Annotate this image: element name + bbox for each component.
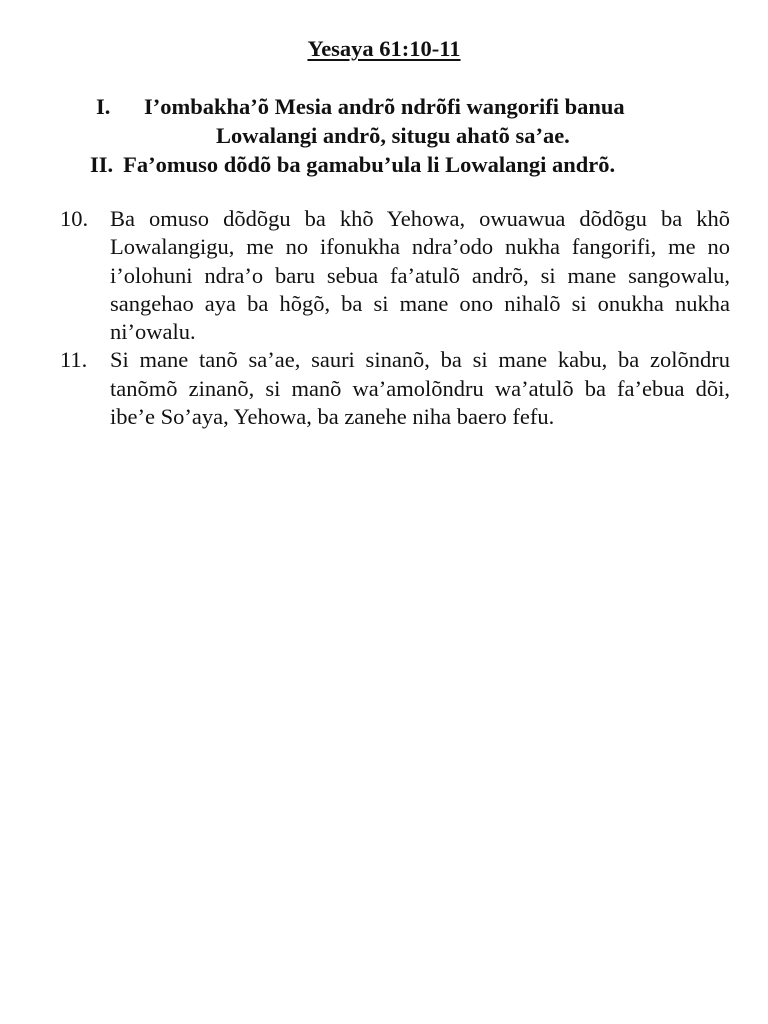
outline-point-1 bbox=[90, 92, 700, 150]
verse-text: Ba omuso dõdõgu ba khõ Yehowa, owuawua dõdõgu ba khõ Lowalangigu, me no ifonukha ndra’odo nukha fangorifi, me no i’olohuni ndra’o baru sebua fa’atulõ andrõ, si mane sangowalu, sangehao aya ba hõgõ, ba si mane ono nihalõ si onukha nukha ni’owalu. bbox=[110, 206, 730, 345]
outline-text-line: Lowalangi andrõ, situgu ahatõ sa’ae. bbox=[216, 123, 570, 148]
verse-number: 10. bbox=[60, 206, 89, 231]
outline-numeral: I. bbox=[96, 94, 111, 119]
outline-point-2 bbox=[90, 150, 730, 179]
verse-number: 11. bbox=[60, 347, 88, 373]
sermon-outline bbox=[0, 92, 768, 179]
verse-item bbox=[60, 346, 730, 431]
page-title: Yesaya 61:10-11 bbox=[307, 36, 461, 61]
outline-text: Fa’omuso dõdõ ba gamabu’ula li Lowalangi andrõ. bbox=[123, 152, 616, 177]
outline-text-line: I’ombakha’õ Mesia andrõ ndrõfi wangorifi banua bbox=[144, 94, 625, 119]
verse-item bbox=[60, 205, 730, 346]
verse-text: Si mane tanõ sa’ae, sauri sinanõ, ba si mane kabu, ba zolõndru tanõmõ zinanõ, si manõ wa’amolõndru wa’atulõ ba fa’ebua dõi, ibe’e So’aya, Yehowa, ba zanehe niha baero fefu. bbox=[110, 347, 730, 430]
outline-numeral: II. bbox=[90, 152, 114, 177]
verse-list bbox=[60, 205, 730, 431]
